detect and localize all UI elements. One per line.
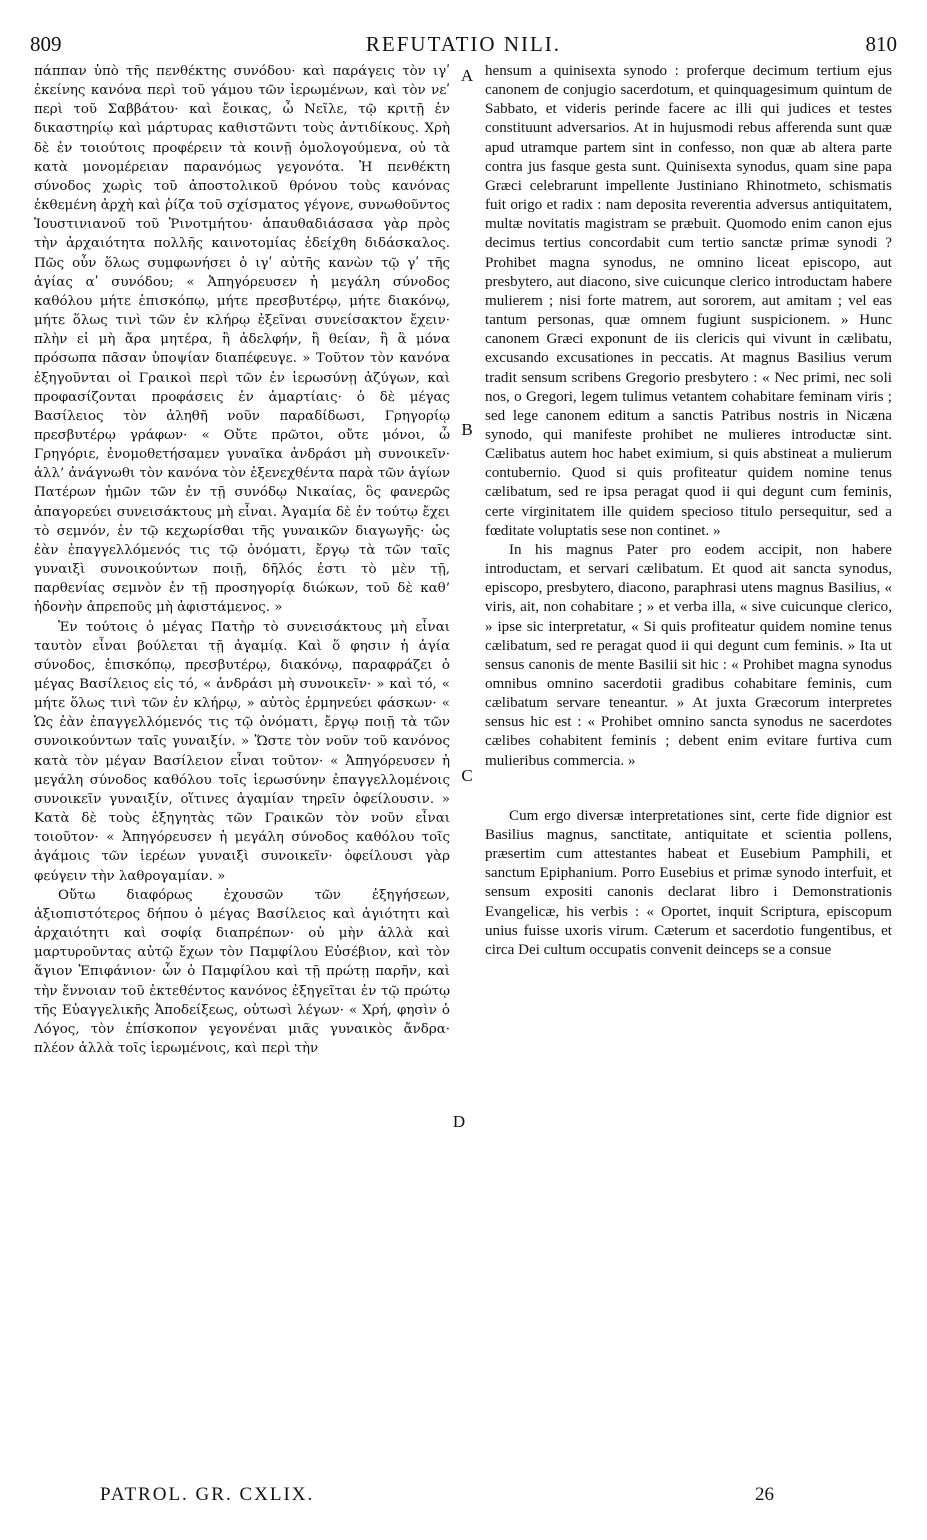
page-number-left: 809 (30, 32, 62, 56)
running-title: REFUTATIO NILI. (365, 32, 562, 56)
greek-column (34, 62, 450, 1494)
section-marker-b: B (461, 420, 473, 439)
page-number-right: 810 (865, 32, 897, 56)
section-marker-c: C (461, 766, 473, 785)
greek-paragraph-3: Οὕτω διαφόρως ἐχουσῶν τῶν ἐξηγήσεων, ἀξιοπιστότερος δήπου ὁ μέγας Βασίλειος καὶ ἁγιότητι καὶ ἀρχαιότητι καὶ σοφίᾳ διαπρέπων· οὐ μὴν ἀλλὰ καὶ μαρτυροῦντας αὐτῷ ἔχων τὸν Παμφίλου Εὐσέβιον, καὶ τὸν ἅγιον Ἐπιφάνιον· ὧν ὁ Παμφίλου καὶ τῇ πρώτῃ παρῆν, καὶ τὴν ἔννοιαν τοῦ ἐκτεθέντος κανόνος ἐξηγεῖται ἐν τῷ πρώτῳ τῆς Εὐαγγελικῆς Ἀποδείξεως, οὑτωσὶ λέγων· « Χρή, φησὶν ὁ Λόγος, τὸν ἐπίσκοπον γεγονέναι μιᾶς γυναικὸς ἄνδρα· πλέον ἀλλὰ τοῖς ἱερωμένοις, καὶ περὶ τὴν (34, 887, 450, 1056)
section-marker-a: A (460, 66, 474, 85)
greek-paragraph-2: Ἐν τούτοις ὁ μέγας Πατὴρ τὸ συνεισάκτους μὴ εἶναι ταυτὸν εἶναι βούλεται τῇ ἀγαμίᾳ. Καὶ ὅ φησιν ἡ ἁγία σύνοδος, ἐπισκόπῳ, πρεσβυτέρῳ, διακόνῳ, παραφράζει ὁ μέγας Βασίλειος εἰς τό, « ἀνδράσι μὴ συνοικεῖν· » καὶ τό, « μήτε ὅλως τινὶ τῶν ἐν κλήρῳ, » αὐτὸς ἑρμηνεύει φάσκων· « Ὡς ἐὰν ἐπαγγελλόμενός τις τῷ ὀνόματι, ἔργῳ ποιῇ τὰ τῶν συνοικούντων ταῖς γυναιξίν. » Ὥστε τὸν νοῦν τοῦ κανόνος κατὰ τὸν μέγαν Βασίλειον εἶναι τοῦτον· « Ἀπηγόρευσεν ἡ μεγάλη σύνοδος καθόλου τοῖς ἱερωσύνην ἐπαγγελλομένοις συνοικεῖν γυναιξίν, οἵτινες ἀγαμίαν τηρεῖν ὀφείλουσιν. » Κατὰ δὲ τοὺς ἐξηγητὰς τῶν Γραικῶν τὸν νοῦν εἶναι τοιοῦτον· « Ἀπηγόρευσεν ἡ μεγάλη σύνοδος καθόλου τοῖς ἀγάμοις τῶν ἱερέων γυναιξὶ συνοικεῖν· ὀφείλουσι γὰρ φεύγειν τὴν λαθρογαμίαν. » (34, 619, 450, 884)
latin-paragraph-2: In his magnus Pater pro eodem accipit, non habere introductam, et servari cælibatum. Et quod ait sancta synodus, episcopo, presbytero, diacono, paraphrasi utens magnus Basilius, « viris, ait, non cohabitare ; » et verba illa, « sive cuicunque clerico, » ipse sic interpretatur, « Si quis profiteatur quidem nomine tenus cælibatum, sed re peragat quod ii qui degunt cum feminis. » Ita ut sensus canonis de mente Basilii sit hic : « Prohibet magna synodus omnibus omnino sacerdotii gradibus cohabitare feminis, cum cælibatum servare teneantur. » At juxta Græcorum interpretes sensus hic est : « Prohibet omnino sancta synodus ne sacerdotes cælibes cohabitent feminis ; debent enim evitare furtiva cum mulieribus commercia. » (485, 541, 892, 769)
latin-paragraph-1: hensum a quinisexta synodo : proferque decimum tertium ejus canonem de conjugio sacerdotum, et quinquagesimum quintum de Sabbato, et videris perinde facere ac illi qui judices et testes constituunt adversarios. At in hujusmodi rebus afferenda sunt quæ apud utramque partem sint in confesso, non quæ ab altera parte contra jus fasque gesta sunt. Quinisexta synodus, quam sine papa Græci celebrarunt impellente Justiniano Rhinotmeto, schismatis fuit origo et radix : nam deposita reverentia adversus antiquitatem, multæ novitatis magistram se præbuit. Quomodo enim canon ejus decimus tertius concordabit cum tertio sanctæ primæ synodi ? Prohibet magna synodus, ne omnino liceat episcopo, aut presbytero, aut diacono, sive cuicunque clerico introductam habere mulierem ; nisi forte matrem, aut sororem, aut amitam ; vel eas tantum personas, quæ omnem fugiunt suspicionem. » Hunc canonem Græci exponunt de iis clericis qui vivunt in cælibatu, excusando excusationes in peccatis. At magnus Basilius verum tradit sensum scribens Gregorio presbytero : « Nec primi, nec soli nos, o Gregori, legem tulimus vetantem cohabitare feminam viris ; sed lege canonem editum a sanctis Patribus nostris in Nicæna synodo, qui manifeste prohibet ne mulieres introductæ sint. Cælibatus autem hoc habet eximium, si quis abstineat a mulierum contubernio. Quod si quis profiteatur quidem nomine tenus cælibatum, sed re ipsa peragat quod ii qui degunt cum feminis, certe virginitatem ille quidem specioso titulo persequitur, sed a fœditate voluptatis sese non continet. » (485, 63, 892, 539)
section-marker-d: D (452, 1112, 466, 1131)
running-header (30, 30, 897, 60)
footer-signature: PATROL. GR. CXLIX. (100, 1484, 315, 1505)
latin-paragraph-3: Cum ergo diversæ interpretationes sint, certe fide dignior est Basilius magnus, sanctitate, antiquitate et scientia pollens, præsertim cum attestantes habeat et Eusebium Pamphili, et sanctum Epiphanium. Porro Eusebius et primæ synodo interfuit, et sensum expositi canonis declarat libro i Demonstrationis Evangelicæ, his verbis : « Oportet, inquit Scriptura, episcopum unius fuisse uxoris virum. Cæterum et sacerdotio fungentibus, et circa Dei cultum occupatis convenit deinceps se a consue (485, 807, 892, 958)
latin-column (485, 62, 892, 1494)
greek-paragraph-1: πάππαν ὑπὸ τῆς πενθέκτης συνόδου· καὶ παράγεις τὸν ιγʹ ἐκείνης κανόνα περὶ τοῦ γάμου τῶν ἱερωμένων, καὶ τὸν νεʹ περὶ τοῦ Σαββάτου· καὶ ἔοικας, ὦ Νεῖλε, τῷ κριτῇ ἐν δικαστηρίῳ καὶ μάρτυρας καθιστῶντι τοὺς ἀντιδίκους. Χρὴ δὲ ἐν τοιούτοις προφέρειν τὰ κοινῇ ὁμολογούμενα, οὐ τὰ κατὰ μονομέρειαν παρανόμως γεγονότα. Ἡ πενθέκτη σύνοδος χωρὶς τοῦ ἀποστολικοῦ θρόνου τοὺς κανόνας ἐκθεμένη ἀρχὴ καὶ ῥίζα τοῦ σχίσματος γέγονε, συνωθοῦντος Ἰουστινιανοῦ τοῦ Ῥινοτμήτου· ἀπαυθαδιάσασα γὰρ πρὸς τὴν ἀρχαιότητα πολλῆς καινοτομίας ἐδείχθη διδάσκαλος. Πῶς οὖν ὅλως συμφωνήσει ὁ ιγʹ αὐτῆς κανὼν τῷ γʹ τῆς ἁγίας αʹ συνόδου; « Ἀπηγόρευσεν ἡ μεγάλη σύνοδος καθόλου μήτε ἐπισκόπῳ, μήτε πρεσβυτέρῳ, μήτε διακόνῳ, μήτε ὅλως τινὶ τῶν ἐν κλήρῳ ἐξεῖναι συνείσακτον ἔχειν· πλὴν εἰ μὴ ἄρα μητέρα, ἢ ἀδελφήν, ἢ θείαν, ἢ ἃ μόνα πρόσωπα πᾶσαν ὑποψίαν διαπέφευγε. » Τοῦτον τὸν κανόνα ἐξηγοῦνται οἱ Γραικοὶ περὶ τῶν ἐν ἱερωσύνῃ ἀζύγων, καὶ προφασίζονται προφάσεις ἐν ἁμαρτίαις· ὁ δὲ μέγας Βασίλειος τὸν ἀληθῆ νοῦν παραδίδωσι, Γρηγορίῳ πρεσβυτέρῳ γράφων· « Οὔτε πρῶτοι, οὔτε μόνοι, ὦ Γρηγόριε, ἐνομοθετήσαμεν γυναῖκα ἀνδράσι μὴ συνοικεῖν· ἀλλ’ ἀνάγνωθι τὸν κανόνα τὸν ἐξενεχθέντα παρὰ τῶν ἁγίων Πατέρων ἡμῶν τῶν ἐν τῇ συνόδῳ Νικαίας, ὃς φανερῶς ἀπαγορεύει συνεισάκτους μὴ εἶναι. Ἀγαμία δὲ ἐν τούτῳ ἔχει τὸ σεμνόν, ἐν τῷ κεχωρίσθαι τῆς γυναικῶν διαγωγῆς· ὡς ἐὰν ἐπαγγελλόμενός τις τῷ ὀνόματι, ἔργῳ τὰ τῶν ταῖς γυναιξὶ συνοικούντων ποιῇ, δῆλός ἐστι τὸ μὲν τῇ, παρθενίας σεμνὸν ἐν τῇ προσηγορίᾳ διώκων, τοῦ δὲ καθ’ ἡδονὴν ἀπρεποῦς μὴ ἀφιστάμενος. » (34, 64, 450, 616)
footer-sheet-number: 26 (755, 1484, 774, 1505)
